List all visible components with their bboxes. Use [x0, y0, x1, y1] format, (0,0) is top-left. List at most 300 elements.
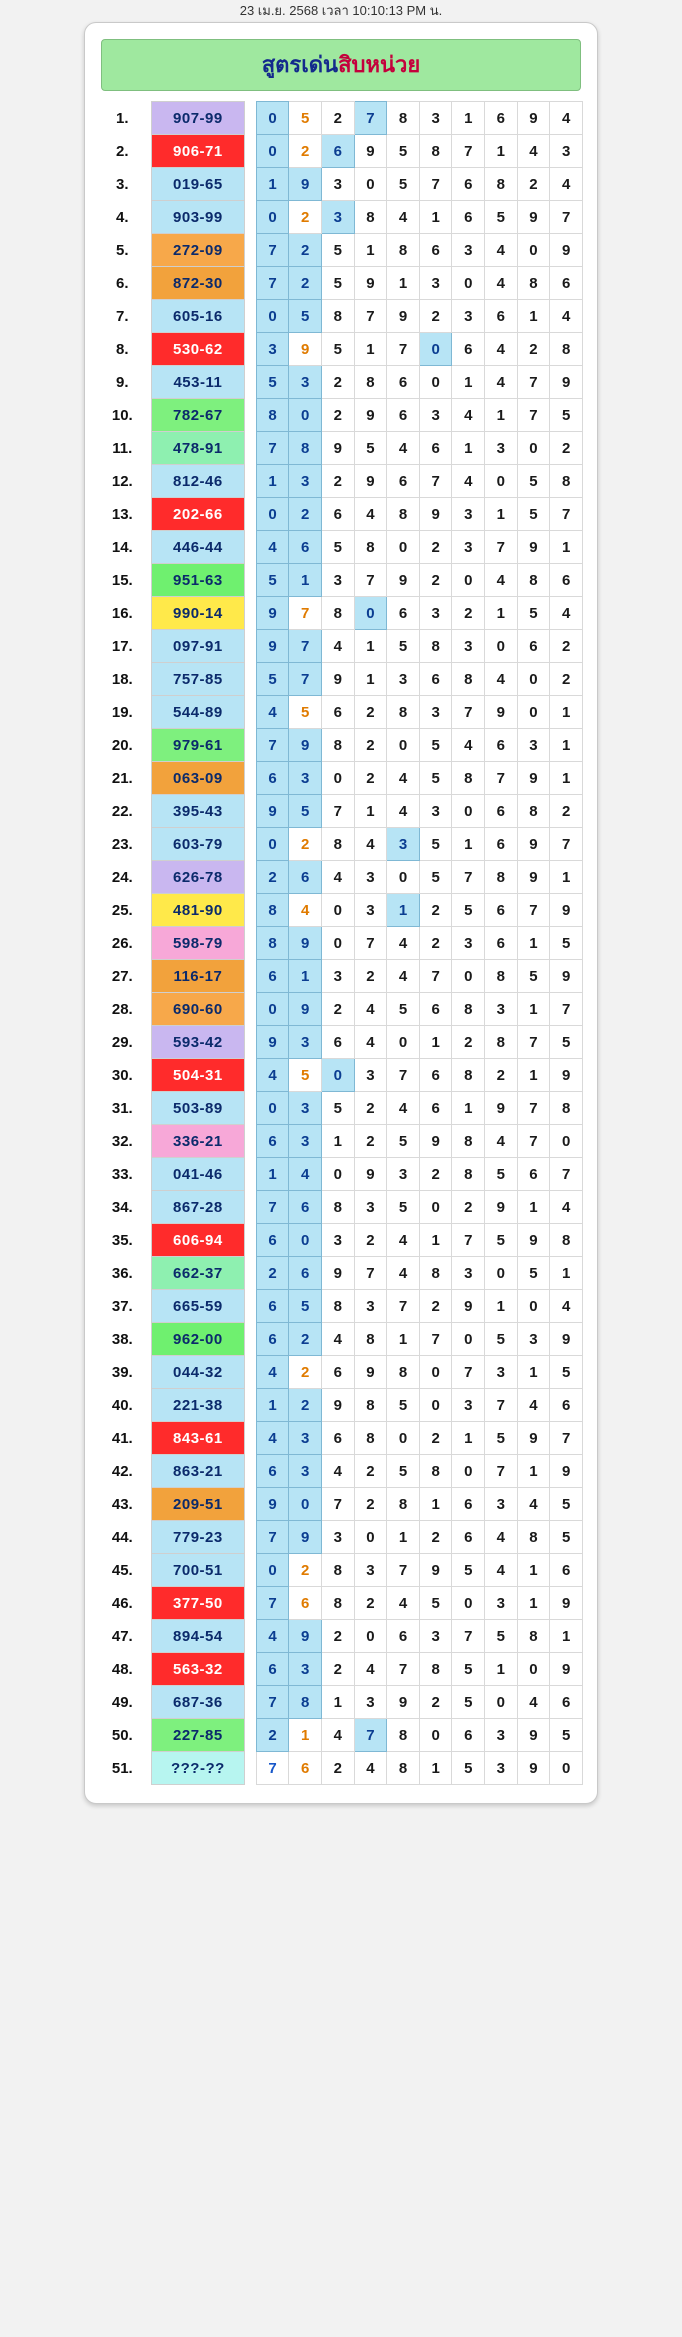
digit-cell: 6 [452, 1488, 485, 1521]
row-spacer [245, 1719, 257, 1752]
digit-cell: 3 [419, 597, 452, 630]
digit-cell: 4 [387, 762, 420, 795]
digit-cell: 5 [452, 1653, 485, 1686]
digit-cell: 4 [550, 102, 583, 135]
digit-cell: 7 [256, 267, 289, 300]
digit-cell: 3 [322, 1521, 355, 1554]
digit-cell: 0 [289, 399, 322, 432]
row-index: 36. [111, 1264, 133, 1282]
table-row [99, 135, 583, 168]
digit-cell: 1 [485, 498, 518, 531]
row-spacer [245, 1059, 257, 1092]
digit-cell: 9 [485, 1092, 518, 1125]
row-spacer [245, 201, 257, 234]
digit-cell: 3 [419, 795, 452, 828]
row-spacer [245, 663, 257, 696]
digit-cell: 7 [289, 663, 322, 696]
draw-number: 812-46 [151, 465, 245, 498]
digit-cell: 7 [485, 762, 518, 795]
draw-number: 665-59 [151, 1290, 245, 1323]
row-spacer [245, 399, 257, 432]
digit-cell: 8 [387, 1356, 420, 1389]
row-index: 34. [111, 1198, 133, 1216]
digit-cell: 1 [517, 927, 550, 960]
draw-number: 626-78 [151, 861, 245, 894]
digit-cell: 2 [289, 135, 322, 168]
row-spacer [245, 564, 257, 597]
digit-cell: 2 [322, 465, 355, 498]
digit-cell: 8 [485, 960, 518, 993]
table-row [99, 861, 583, 894]
row-spacer [245, 1158, 257, 1191]
digit-cell: 5 [289, 1059, 322, 1092]
table-row [99, 201, 583, 234]
row-index: 28. [111, 1000, 133, 1018]
digit-cell: 4 [485, 663, 518, 696]
digit-cell: 7 [517, 399, 550, 432]
digit-cell: 4 [354, 1026, 387, 1059]
draw-number: 598-79 [151, 927, 245, 960]
digit-cell: 2 [289, 201, 322, 234]
table-row [99, 1158, 583, 1191]
digit-cell: 1 [354, 630, 387, 663]
digit-cell: 0 [452, 1323, 485, 1356]
row-spacer [245, 102, 257, 135]
row-index: 11. [112, 439, 133, 457]
digit-cell: 5 [289, 102, 322, 135]
digit-cell: 4 [387, 927, 420, 960]
digit-cell: 8 [452, 1059, 485, 1092]
table-row [99, 1092, 583, 1125]
digit-cell: 7 [354, 1719, 387, 1752]
digit-cell: 9 [517, 102, 550, 135]
draw-number: 903-99 [151, 201, 245, 234]
row-index: 7. [116, 307, 129, 325]
digit-cell: 7 [517, 1092, 550, 1125]
digit-cell: 1 [452, 432, 485, 465]
digit-cell: 4 [485, 1521, 518, 1554]
digit-cell: 5 [419, 828, 452, 861]
digit-cell: 9 [550, 960, 583, 993]
digit-cell: 4 [387, 1092, 420, 1125]
table-row [99, 1488, 583, 1521]
digit-cell: 3 [452, 630, 485, 663]
digit-cell: 4 [387, 432, 420, 465]
digit-cell: 3 [289, 1092, 322, 1125]
digit-cell: 2 [322, 1620, 355, 1653]
digit-cell: 4 [517, 135, 550, 168]
results-card [84, 22, 598, 1804]
draw-number: 863-21 [151, 1455, 245, 1488]
row-index: 13. [111, 505, 133, 523]
row-index: 41. [111, 1429, 133, 1447]
digit-cell: 3 [289, 1455, 322, 1488]
draw-number: 662-37 [151, 1257, 245, 1290]
digit-cell: 1 [419, 1752, 452, 1785]
digit-cell: 5 [322, 333, 355, 366]
digit-cell: 0 [387, 861, 420, 894]
results-table-body [99, 102, 583, 1785]
table-row [99, 993, 583, 1026]
digit-cell: 1 [419, 201, 452, 234]
digit-cell: 2 [452, 1191, 485, 1224]
table-row [99, 1356, 583, 1389]
table-row [99, 663, 583, 696]
digit-cell: 3 [452, 927, 485, 960]
digit-cell: 2 [354, 1224, 387, 1257]
digit-cell: 0 [517, 432, 550, 465]
digit-cell: 0 [452, 564, 485, 597]
digit-cell: 3 [354, 1191, 387, 1224]
digit-cell: 6 [322, 1422, 355, 1455]
digit-cell: 3 [419, 267, 452, 300]
row-spacer [245, 1521, 257, 1554]
digit-cell: 7 [517, 366, 550, 399]
digit-cell: 5 [387, 993, 420, 1026]
digit-cell: 6 [452, 1719, 485, 1752]
digit-cell: 1 [485, 1290, 518, 1323]
digit-cell: 9 [452, 1290, 485, 1323]
digit-cell: 8 [256, 894, 289, 927]
row-spacer [245, 366, 257, 399]
digit-cell: 8 [289, 432, 322, 465]
digit-cell: 2 [289, 1554, 322, 1587]
digit-cell: 8 [354, 366, 387, 399]
row-spacer [245, 1323, 257, 1356]
digit-cell: 0 [354, 1521, 387, 1554]
row-spacer [245, 927, 257, 960]
digit-cell: 4 [485, 564, 518, 597]
digit-cell: 6 [550, 267, 583, 300]
digit-cell: 6 [322, 1026, 355, 1059]
digit-cell: 1 [354, 333, 387, 366]
table-row [99, 1290, 583, 1323]
row-index: 9. [116, 373, 129, 391]
digit-cell: 6 [256, 1290, 289, 1323]
digit-cell: 3 [452, 1257, 485, 1290]
digit-cell: 9 [322, 663, 355, 696]
digit-cell: 8 [485, 1026, 518, 1059]
digit-cell: 5 [419, 729, 452, 762]
row-index: 22. [111, 802, 133, 820]
digit-cell: 0 [550, 1125, 583, 1158]
digit-cell: 4 [322, 630, 355, 663]
table-row [99, 333, 583, 366]
digit-cell: 1 [485, 399, 518, 432]
row-spacer [245, 1587, 257, 1620]
row-index: 25. [111, 901, 133, 919]
row-spacer [245, 828, 257, 861]
row-spacer [245, 1125, 257, 1158]
digit-cell: 3 [485, 432, 518, 465]
digit-cell: 6 [485, 795, 518, 828]
digit-cell: 5 [550, 399, 583, 432]
digit-cell: 8 [452, 663, 485, 696]
digit-cell: 7 [550, 1422, 583, 1455]
row-index: 47. [111, 1627, 133, 1645]
table-row [99, 1323, 583, 1356]
digit-cell: 9 [289, 168, 322, 201]
digit-cell: 2 [354, 1587, 387, 1620]
table-row [99, 1752, 583, 1785]
digit-cell: 1 [452, 102, 485, 135]
digit-cell: 9 [550, 894, 583, 927]
digit-cell: 9 [419, 498, 452, 531]
digit-cell: 3 [419, 399, 452, 432]
digit-cell: 4 [289, 1158, 322, 1191]
digit-cell: 7 [419, 960, 452, 993]
digit-cell: 8 [452, 1125, 485, 1158]
draw-number: 779-23 [151, 1521, 245, 1554]
digit-cell: 7 [550, 1158, 583, 1191]
row-index: 38. [111, 1330, 133, 1348]
row-spacer [245, 333, 257, 366]
row-index: 5. [116, 241, 129, 259]
digit-cell: 1 [517, 1059, 550, 1092]
digit-cell: 0 [354, 1620, 387, 1653]
digit-cell: 5 [419, 861, 452, 894]
digit-cell: 7 [387, 1290, 420, 1323]
table-row [99, 267, 583, 300]
digit-cell: 4 [485, 234, 518, 267]
draw-number: 843-61 [151, 1422, 245, 1455]
row-spacer [245, 1455, 257, 1488]
draw-number: 209-51 [151, 1488, 245, 1521]
page-title [101, 39, 581, 91]
digit-cell: 5 [550, 1521, 583, 1554]
digit-cell: 3 [485, 1488, 518, 1521]
table-row [99, 1620, 583, 1653]
digit-cell: 4 [517, 1488, 550, 1521]
digit-cell: 8 [387, 696, 420, 729]
digit-cell: 8 [322, 1587, 355, 1620]
digit-cell: 3 [289, 1125, 322, 1158]
digit-cell: 6 [550, 564, 583, 597]
digit-cell: 9 [256, 630, 289, 663]
digit-cell: 9 [289, 729, 322, 762]
digit-cell: 7 [485, 531, 518, 564]
digit-cell: 4 [256, 1059, 289, 1092]
digit-cell: 3 [419, 102, 452, 135]
page-title-part1: สูตรเด่น [261, 52, 339, 77]
digit-cell: 2 [419, 1290, 452, 1323]
table-row [99, 564, 583, 597]
digit-cell: 1 [256, 1158, 289, 1191]
digit-cell: 2 [485, 1059, 518, 1092]
digit-cell: 7 [354, 102, 387, 135]
digit-cell: 3 [256, 333, 289, 366]
digit-cell: 0 [452, 1455, 485, 1488]
digit-cell: 3 [354, 1686, 387, 1719]
digit-cell: 2 [256, 861, 289, 894]
digit-cell: 6 [419, 993, 452, 1026]
row-index: 31. [111, 1099, 133, 1117]
digit-cell: 8 [517, 564, 550, 597]
digit-cell: 8 [354, 201, 387, 234]
row-index: 6. [116, 274, 129, 292]
digit-cell: 1 [517, 1587, 550, 1620]
digit-cell: 7 [354, 300, 387, 333]
digit-cell: 7 [256, 729, 289, 762]
digit-cell: 4 [289, 894, 322, 927]
digit-cell: 5 [550, 927, 583, 960]
digit-cell: 9 [517, 861, 550, 894]
digit-cell: 9 [387, 564, 420, 597]
row-spacer [245, 861, 257, 894]
row-index: 2. [116, 142, 129, 160]
digit-cell: 8 [550, 333, 583, 366]
digit-cell: 2 [452, 1026, 485, 1059]
digit-cell: 9 [289, 927, 322, 960]
table-row [99, 234, 583, 267]
digit-cell: 8 [354, 1389, 387, 1422]
draw-number: 603-79 [151, 828, 245, 861]
digit-cell: 4 [517, 1389, 550, 1422]
digit-cell: 3 [387, 828, 420, 861]
row-spacer [245, 465, 257, 498]
digit-cell: 7 [419, 168, 452, 201]
digit-cell: 9 [550, 366, 583, 399]
digit-cell: 0 [322, 1158, 355, 1191]
digit-cell: 6 [322, 498, 355, 531]
row-index: 20. [111, 736, 133, 754]
row-index: 37. [111, 1297, 133, 1315]
row-index: 44. [111, 1528, 133, 1546]
row-spacer [245, 432, 257, 465]
digit-cell: 9 [550, 234, 583, 267]
digit-cell: 1 [485, 597, 518, 630]
digit-cell: 6 [517, 630, 550, 663]
digit-cell: 6 [289, 1752, 322, 1785]
digit-cell: 0 [485, 1686, 518, 1719]
digit-cell: 3 [485, 1752, 518, 1785]
digit-cell: 4 [322, 861, 355, 894]
digit-cell: 8 [322, 828, 355, 861]
digit-cell: 6 [419, 1092, 452, 1125]
digit-cell: 8 [256, 399, 289, 432]
row-spacer [245, 1092, 257, 1125]
digit-cell: 7 [550, 828, 583, 861]
digit-cell: 1 [354, 234, 387, 267]
digit-cell: 7 [485, 1389, 518, 1422]
digit-cell: 3 [322, 168, 355, 201]
digit-cell: 0 [256, 300, 289, 333]
draw-number: ???-?? [151, 1752, 245, 1785]
digit-cell: 6 [256, 1323, 289, 1356]
digit-cell: 3 [452, 498, 485, 531]
digit-cell: 7 [387, 1554, 420, 1587]
digit-cell: 5 [485, 1224, 518, 1257]
digit-cell: 1 [289, 1719, 322, 1752]
draw-number: 019-65 [151, 168, 245, 201]
digit-cell: 0 [322, 762, 355, 795]
row-spacer [245, 729, 257, 762]
digit-cell: 9 [256, 795, 289, 828]
digit-cell: 7 [452, 1620, 485, 1653]
digit-cell: 0 [387, 531, 420, 564]
row-index: 50. [111, 1726, 133, 1744]
digit-cell: 4 [387, 795, 420, 828]
digit-cell: 8 [550, 465, 583, 498]
digit-cell: 5 [387, 1191, 420, 1224]
row-spacer [245, 1191, 257, 1224]
draw-number: 504-31 [151, 1059, 245, 1092]
digit-cell: 8 [517, 1521, 550, 1554]
digit-cell: 5 [322, 1092, 355, 1125]
digit-cell: 1 [517, 1455, 550, 1488]
row-spacer [245, 1752, 257, 1785]
digit-cell: 2 [452, 597, 485, 630]
table-row [99, 1719, 583, 1752]
digit-cell: 2 [322, 399, 355, 432]
digit-cell: 7 [387, 333, 420, 366]
draw-number: 544-89 [151, 696, 245, 729]
digit-cell: 1 [517, 993, 550, 1026]
digit-cell: 0 [419, 366, 452, 399]
digit-cell: 1 [256, 465, 289, 498]
digit-cell: 8 [322, 597, 355, 630]
digit-cell: 5 [550, 1356, 583, 1389]
digit-cell: 3 [289, 366, 322, 399]
digit-cell: 5 [289, 795, 322, 828]
digit-cell: 1 [550, 861, 583, 894]
digit-cell: 2 [322, 102, 355, 135]
digit-cell: 9 [354, 1356, 387, 1389]
digit-cell: 8 [452, 762, 485, 795]
digit-cell: 6 [387, 366, 420, 399]
digit-cell: 0 [322, 894, 355, 927]
digit-cell: 7 [517, 894, 550, 927]
digit-cell: 5 [485, 1323, 518, 1356]
digit-cell: 1 [485, 1653, 518, 1686]
draw-number: 906-71 [151, 135, 245, 168]
table-row [99, 531, 583, 564]
digit-cell: 7 [289, 597, 322, 630]
digit-cell: 3 [289, 762, 322, 795]
row-spacer [245, 1389, 257, 1422]
digit-cell: 1 [256, 168, 289, 201]
row-index: 17. [111, 637, 133, 655]
digit-cell: 7 [289, 630, 322, 663]
digit-cell: 7 [322, 795, 355, 828]
digit-cell: 4 [387, 201, 420, 234]
digit-cell: 4 [485, 366, 518, 399]
digit-cell: 8 [419, 630, 452, 663]
digit-cell: 4 [387, 960, 420, 993]
row-spacer [245, 597, 257, 630]
draw-number: 446-44 [151, 531, 245, 564]
row-index: 40. [111, 1396, 133, 1414]
draw-number: 867-28 [151, 1191, 245, 1224]
digit-cell: 2 [354, 762, 387, 795]
row-spacer [245, 1488, 257, 1521]
digit-cell: 8 [419, 1455, 452, 1488]
digit-cell: 2 [354, 696, 387, 729]
digit-cell: 2 [256, 1257, 289, 1290]
digit-cell: 1 [452, 366, 485, 399]
digit-cell: 3 [517, 729, 550, 762]
digit-cell: 3 [322, 1224, 355, 1257]
digit-cell: 3 [322, 564, 355, 597]
table-row [99, 762, 583, 795]
table-row [99, 1422, 583, 1455]
digit-cell: 6 [289, 1587, 322, 1620]
row-spacer [245, 300, 257, 333]
digit-cell: 6 [485, 729, 518, 762]
row-index: 51. [111, 1759, 133, 1777]
draw-number: 377-50 [151, 1587, 245, 1620]
digit-cell: 2 [354, 729, 387, 762]
